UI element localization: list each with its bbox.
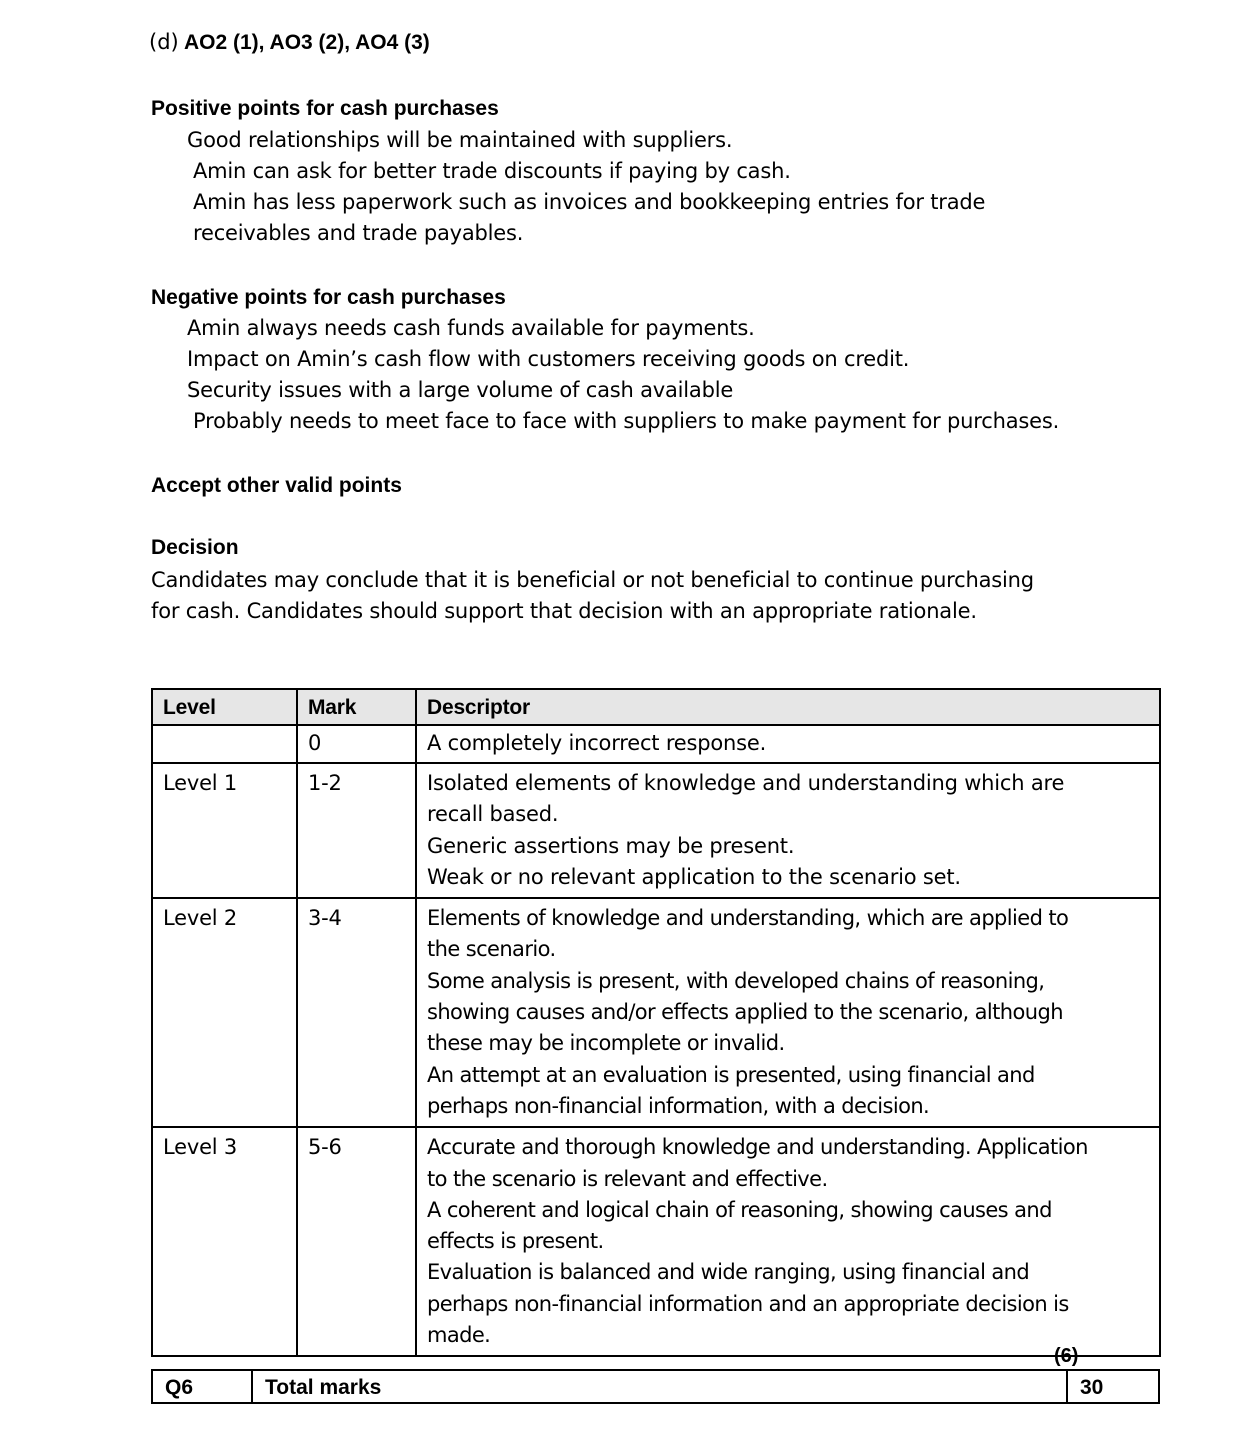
level-cell	[153, 726, 298, 762]
positive-point: Good relationships will be maintained with suppliers.	[187, 128, 733, 152]
descriptor-line: A coherent and logical chain of reasoning, showing causes and	[427, 1197, 1052, 1222]
level-cell: Level 1	[153, 764, 298, 897]
descriptor-line: showing causes and/or effects applied to the scenario, although	[427, 1000, 1063, 1025]
descriptor-line: perhaps non-financial information and an appropriate decision is	[427, 1291, 1069, 1316]
table-row	[153, 724, 1159, 762]
decision-heading: Decision	[151, 536, 239, 559]
total-marks-label: Total marks	[253, 1371, 1068, 1402]
descriptor-line: perhaps non-financial information, with a decision.	[427, 1093, 930, 1118]
descriptor-line: to the scenario is relevant and effective.	[427, 1166, 828, 1191]
mark-cell: 0	[298, 726, 417, 762]
descriptor-line: Accurate and thorough knowledge and understanding. Application	[427, 1135, 1088, 1160]
mark-cell: 5-6	[298, 1128, 417, 1355]
descriptor-cell	[417, 764, 1159, 897]
descriptor-line: made.	[427, 1323, 491, 1348]
descriptor-line: effects is present.	[427, 1229, 604, 1254]
table-row	[153, 762, 1159, 897]
positive-point: Amin can ask for better trade discounts if paying by cash.	[193, 159, 791, 183]
decision-text: Candidates may conclude that it is beneficial or not beneficial to continue purchasing	[151, 568, 1034, 592]
column-header-mark: Mark	[298, 690, 417, 724]
descriptor-cell	[417, 899, 1159, 1126]
descriptor-line: recall based.	[427, 802, 559, 827]
part-total-marks: (6)	[1054, 1345, 1079, 1367]
negative-point: Amin always needs cash funds available for payments.	[187, 316, 755, 340]
descriptor-line: Elements of knowledge and understanding, which are applied to	[427, 906, 1069, 931]
descriptor-cell	[417, 1128, 1159, 1355]
descriptor-line: Evaluation is balanced and wide ranging, using financial and	[427, 1260, 1030, 1285]
question-header	[149, 28, 430, 57]
column-header-descriptor: Descriptor	[427, 696, 531, 719]
descriptor-line: the scenario.	[427, 937, 556, 962]
total-question-number: Q6	[153, 1371, 253, 1402]
total-marks-table	[151, 1369, 1160, 1404]
accept-other-points-heading: Accept other valid points	[151, 474, 402, 497]
negative-point: Probably needs to meet face to face with suppliers to make payment for purchases.	[193, 409, 1060, 433]
table-row	[153, 897, 1159, 1126]
mark-cell: 1-2	[298, 764, 417, 897]
mark-cell: 3-4	[298, 899, 417, 1126]
total-marks-value: 30	[1080, 1376, 1104, 1399]
descriptor-line: these may be incomplete or invalid.	[427, 1031, 785, 1056]
question-part: (d)	[149, 30, 179, 54]
descriptor-cell	[417, 726, 1159, 762]
descriptor-line: An attempt at an evaluation is presented, using financial and	[427, 1062, 1035, 1087]
descriptor-line: Weak or no relevant application to the scenario set.	[427, 864, 961, 889]
descriptor-line: Generic assertions may be present.	[427, 833, 795, 858]
levels-marking-table	[151, 688, 1161, 1357]
decision-text: for cash. Candidates should support that decision with an appropriate rationale.	[151, 599, 977, 623]
level-cell: Level 3	[153, 1128, 298, 1355]
positive-point-continuation: receivables and trade payables.	[193, 221, 524, 245]
assessment-objectives: AO2 (1), AO3 (2), AO4 (3)	[183, 31, 430, 54]
negative-point: Impact on Amin’s cash flow with customers receiving goods on credit.	[187, 347, 910, 371]
descriptor-line: Some analysis is present, with developed chains of reasoning,	[427, 968, 1045, 993]
table-header-row	[153, 690, 1159, 724]
descriptor-line: A completely incorrect response.	[427, 731, 767, 755]
column-header-level: Level	[153, 690, 298, 724]
level-cell: Level 2	[153, 899, 298, 1126]
negative-point: Security issues with a large volume of cash available	[187, 378, 734, 402]
table-row	[153, 1126, 1159, 1355]
descriptor-line: Isolated elements of knowledge and understanding which are	[427, 771, 1065, 795]
positive-point: Amin has less paperwork such as invoices and bookkeeping entries for trade	[193, 190, 986, 214]
positive-points-heading: Positive points for cash purchases	[151, 97, 499, 120]
negative-points-heading: Negative points for cash purchases	[151, 286, 506, 309]
